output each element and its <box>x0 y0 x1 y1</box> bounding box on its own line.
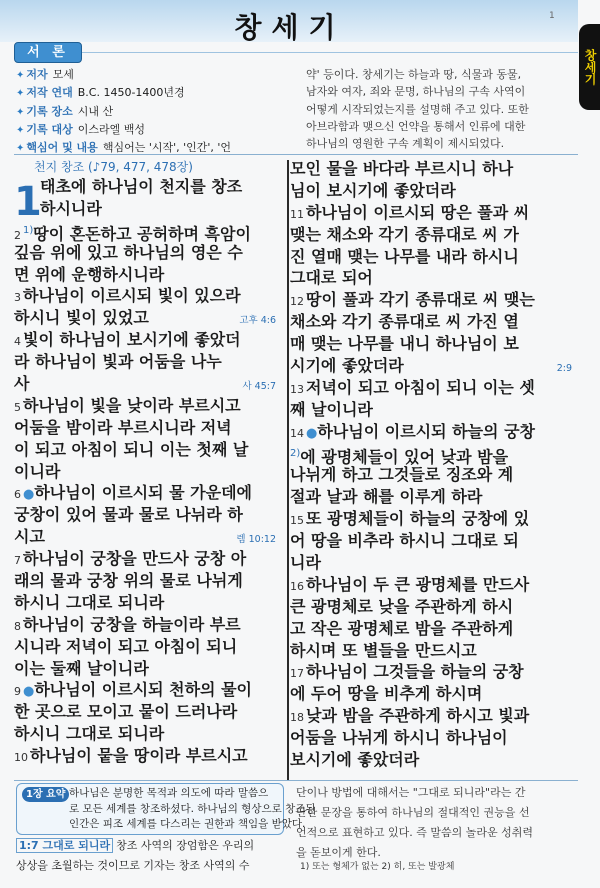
verse-text: 절과 날과 해를 이루게 하라 <box>290 487 483 507</box>
verse-number: 16 <box>290 579 304 593</box>
verse-line <box>290 377 578 399</box>
verse-text: 땅이 풀과 각기 종류대로 씨 맺는 <box>306 290 535 310</box>
verse-text: 하나님이 빛을 낮이라 부르시고 <box>23 395 241 415</box>
verse-number: 4 <box>14 335 21 349</box>
intro-rule <box>82 52 578 53</box>
verse-text: 째 날이니라 <box>290 399 373 419</box>
verse-text: 시고 <box>14 527 45 547</box>
verse-text: 하시며 또 별들을 만드시고 <box>290 640 477 660</box>
intro-row-date: ✦ 저작 연대 B.C. 1450-1400년경 <box>16 86 185 100</box>
verse-text: 저녁이 되고 아침이 되니 이는 셋 <box>306 377 535 397</box>
intro-label: 서 론 <box>14 42 82 63</box>
verse-note-continued: 단이나 방법에 대해서는 "그대로 되니라"라는 간 단한 문장을 통하여 하나님의 절대적인 권능을 선 언적으로 표현하고 있다. 즉 말씀의 놀라운 성취력 을 돋보이게 한다. <box>296 786 533 859</box>
verse-line <box>14 461 282 483</box>
verse-text: 하시니라 <box>40 198 102 218</box>
verse-line <box>14 395 282 417</box>
verse-text: 니라 <box>290 553 321 573</box>
chapter-summary-box <box>16 783 316 835</box>
note-marker-icon: ● <box>23 684 35 700</box>
verse-line <box>14 264 282 286</box>
verse-text: 태초에 하나님이 천지를 창조 <box>40 177 243 196</box>
note-marker-icon: ● <box>306 425 318 441</box>
verse-text: 땅이 혼돈하고 공허하며 흑암이 <box>33 224 251 244</box>
verse-line <box>290 749 578 771</box>
verse-text: 하나님이 이르시되 땅은 풀과 씨 <box>306 202 530 222</box>
cross-reference[interactable]: 고후 4:6 <box>239 315 276 327</box>
verse-number: 11 <box>290 207 304 221</box>
verse-number: 17 <box>290 667 304 681</box>
verse-line <box>14 242 282 264</box>
verse-line <box>14 417 282 439</box>
verse-line <box>14 439 282 461</box>
verse-line <box>290 508 578 530</box>
intro-summary: 약' 등이다. 창세기는 하늘과 땅, 식물과 동물, 남자와 여자, 죄와 문명, 하나님의 구속 사역이 어떻게 시작되었는지를 설명해 주고 있다. 또한 아브라함과 맺으신 언약을 통해서 인류에 대한 하나님의 영원한 구속 계획이 제시되었다. <box>306 68 529 151</box>
verse-line <box>290 421 578 443</box>
verse-text: 하나님이 궁창을 만드사 궁창 아 <box>23 549 247 569</box>
verse-line <box>14 526 282 548</box>
page-number: 1 <box>549 11 555 21</box>
verse-text: 하나님이 그것들을 하늘의 궁창 <box>306 662 524 682</box>
note-marker-icon: ● <box>23 487 35 503</box>
verse-line <box>290 596 578 618</box>
left-text-column <box>14 158 282 767</box>
verse-line <box>14 198 282 220</box>
verse-line <box>14 351 282 373</box>
verse-text: 하나님이 이르시되 천하의 물이 <box>34 680 252 700</box>
verse-text: 큰 광명체로 낮을 주관하게 하시 <box>290 596 514 616</box>
verse-line <box>14 679 282 701</box>
intro-facts <box>16 66 300 157</box>
verse-number: 18 <box>290 711 304 725</box>
cross-reference[interactable]: 렘 10:12 <box>236 534 276 546</box>
notes-separator <box>14 780 578 781</box>
verse-line <box>14 220 282 242</box>
verse-line <box>290 180 578 202</box>
verse-number: 10 <box>14 751 28 765</box>
verse-text: 이는 둘째 날이니라 <box>14 658 149 678</box>
verse-number: 6 <box>14 488 21 502</box>
book-side-tab[interactable]: 창세기 <box>579 24 600 110</box>
verse-text: 사 <box>14 374 30 394</box>
verse-note: 1:7 그대로 되니라 창조 사역의 장엄함은 우리의 상상을 초월하는 것이므로 기자는 창조 사역의 수 <box>16 839 255 872</box>
verse-text: 라 하나님이 빛과 어둠을 나누 <box>14 352 222 372</box>
verse-text: 어 땅을 비추라 하시니 그대로 되 <box>290 531 519 551</box>
verse-text: 하나님이 뭍을 땅이라 부르시고 <box>30 746 248 766</box>
verse-line <box>290 399 578 421</box>
verse-line <box>290 661 578 683</box>
verse-text: 하시니 그대로 되니라 <box>14 724 165 744</box>
verse-text: 빛이 하나님이 보시기에 좋았더 <box>23 330 241 350</box>
footnote-marker[interactable]: 2) <box>290 447 301 459</box>
verse-number: 8 <box>14 619 21 633</box>
column-divider <box>287 160 289 780</box>
verse-text: 시니라 저녁이 되고 아침이 되니 <box>14 636 238 656</box>
verse-line <box>290 530 578 552</box>
verse-note-tag: 1:7 그대로 되니라 <box>16 838 113 853</box>
chapter-number: 1 <box>14 179 42 225</box>
verse-line <box>14 614 282 636</box>
verse-text: 그대로 되어 <box>290 268 373 288</box>
verse-number: 14 <box>290 426 304 440</box>
verse-line <box>290 727 578 749</box>
verse-line <box>14 658 282 680</box>
verse-line <box>290 443 578 465</box>
verse-line <box>290 311 578 333</box>
verse-line <box>290 333 578 355</box>
summary-tag: 1장 요약 <box>22 787 69 802</box>
verse-line <box>14 701 282 723</box>
verse-text: 어둠을 밤이라 부르시니라 저녁 <box>14 417 232 437</box>
book-title: 창세기 <box>234 11 346 44</box>
verse-text: 채소와 각기 종류대로 씨 가진 열 <box>290 312 519 332</box>
verse-text: 하나님이 이르시되 하늘의 궁창 <box>317 421 535 441</box>
verse-text: 하나님이 두 큰 광명체를 만드사 <box>306 574 530 594</box>
verse-line <box>14 723 282 745</box>
verse-line <box>290 683 578 705</box>
verse-line <box>14 307 282 329</box>
verse-text: 어둠을 나뉘게 하시니 하나님이 <box>290 728 508 748</box>
verse-text: 하시니 그대로 되니라 <box>14 592 165 612</box>
diamond-bullet-icon: ✦ <box>16 88 25 100</box>
verse-line <box>290 618 578 640</box>
verse-text: 하시니 빛이 있었고 <box>14 308 149 328</box>
verse-text: 에 두어 땅을 비추게 하시며 <box>290 684 483 704</box>
verse-text: 매 맺는 나무를 내니 하나님이 보 <box>290 334 519 354</box>
verse-text: 나뉘게 하고 그것들로 징조와 계 <box>290 465 514 485</box>
verse-line <box>14 636 282 658</box>
verse-line <box>14 548 282 570</box>
verse-text: 래의 물과 궁창 위의 물로 나뉘게 <box>14 571 243 591</box>
verse-text: 하나님이 이르시되 빛이 있으라 <box>23 286 241 306</box>
verse-number: 7 <box>14 554 21 568</box>
verse-line <box>290 355 578 377</box>
verse-text: 면 위에 운행하시니라 <box>14 264 165 284</box>
verse-text: 고 작은 광명체로 밤을 주관하게 <box>290 618 514 638</box>
verse-text: 에 광명체들이 있어 낮과 밤을 <box>300 446 509 466</box>
verse-text: 이 되고 아침이 되니 이는 첫째 날 <box>14 439 249 459</box>
intro-separator <box>14 154 578 155</box>
summary-text: 하나님은 분명한 목적과 의도에 따라 말씀으 로 모든 세계를 창조하셨다. 하나님의 형상으로 창조된 인간은 피조 세계를 다스리는 권한과 책임을 받았다. <box>69 787 316 831</box>
cross-reference[interactable]: 사 45:7 <box>242 381 276 393</box>
verse-number: 3 <box>14 291 21 305</box>
diamond-bullet-icon: ✦ <box>16 143 25 155</box>
verse-line <box>290 552 578 574</box>
verse-text: 진 열매 맺는 나무를 내라 하시니 <box>290 246 519 266</box>
verse-text: 모인 물을 바다라 부르시니 하나 <box>290 159 514 178</box>
verse-line <box>290 246 578 268</box>
verse-text: 보시기에 좋았더라 <box>290 750 420 770</box>
verse-text: 님이 보시기에 좋았더라 <box>290 180 456 200</box>
section-heading: 천지 창조 (♪79, 477, 478장) <box>34 160 193 174</box>
verse-number: 9 <box>14 685 21 699</box>
footnote-marker[interactable]: 1) <box>23 224 34 236</box>
verse-text: 한 곳으로 모이고 뭍이 드러나라 <box>14 702 238 722</box>
verse-line <box>14 176 282 198</box>
verse-line <box>14 592 282 614</box>
verse-line <box>290 202 578 224</box>
verse-number: 12 <box>290 295 304 309</box>
intro-row-audience: ✦ 기록 대상 이스라엘 백성 <box>16 122 145 136</box>
cross-reference[interactable]: 2:9 <box>556 363 572 375</box>
verse-line <box>14 329 282 351</box>
verse-text: 이니라 <box>14 461 61 481</box>
verse-line <box>14 285 282 307</box>
verse-line <box>290 289 578 311</box>
verse-line <box>290 486 578 508</box>
verse-line <box>290 705 578 727</box>
verse-text: 낮과 밤을 주관하게 하시고 빛과 <box>306 706 530 726</box>
verse-line <box>14 504 282 526</box>
verse-line <box>290 640 578 662</box>
footnotes: 1) 또는 형체가 없는 2) 히, 또는 발광체 <box>300 862 455 872</box>
diamond-bullet-icon: ✦ <box>16 70 25 81</box>
verse-text: 하나님이 이르시되 물 가운데에 <box>34 483 252 503</box>
right-text-column <box>290 158 578 771</box>
diamond-bullet-icon: ✦ <box>16 124 25 136</box>
verse-text: 하나님이 궁창을 하늘이라 부르 <box>23 614 241 634</box>
diamond-bullet-icon: ✦ <box>16 106 25 118</box>
intro-row-place: ✦ 기록 장소 시내 산 <box>16 104 114 118</box>
verse-number: 2 <box>14 229 21 243</box>
intro-row-keywords: ✦ 핵심어 및 내용 핵심어는 '시작', '인간', '언 <box>16 141 232 155</box>
verse-line <box>290 224 578 246</box>
verse-text: 시기에 좋았더라 <box>290 356 404 376</box>
verse-text: 깊음 위에 있고 하나님의 영은 수 <box>14 242 243 262</box>
verse-line <box>14 745 282 767</box>
verse-text: 또 광명체들이 하늘의 궁창에 있 <box>306 509 530 529</box>
verse-number: 13 <box>290 382 304 396</box>
verse-text: 맺는 채소와 각기 종류대로 씨 가 <box>290 224 519 244</box>
verse-text: 궁창이 있어 물과 물로 나뉘라 하 <box>14 505 243 525</box>
verse-line <box>14 482 282 504</box>
verse-line <box>290 574 578 596</box>
verse-line <box>290 464 578 486</box>
verse-line <box>290 267 578 289</box>
verse-line <box>14 373 282 395</box>
verse-number: 5 <box>14 400 21 414</box>
intro-row-author: ✦ 저자 모세 <box>16 68 74 81</box>
verse-number: 15 <box>290 514 304 528</box>
verse-line <box>14 570 282 592</box>
verse-line <box>290 158 578 180</box>
